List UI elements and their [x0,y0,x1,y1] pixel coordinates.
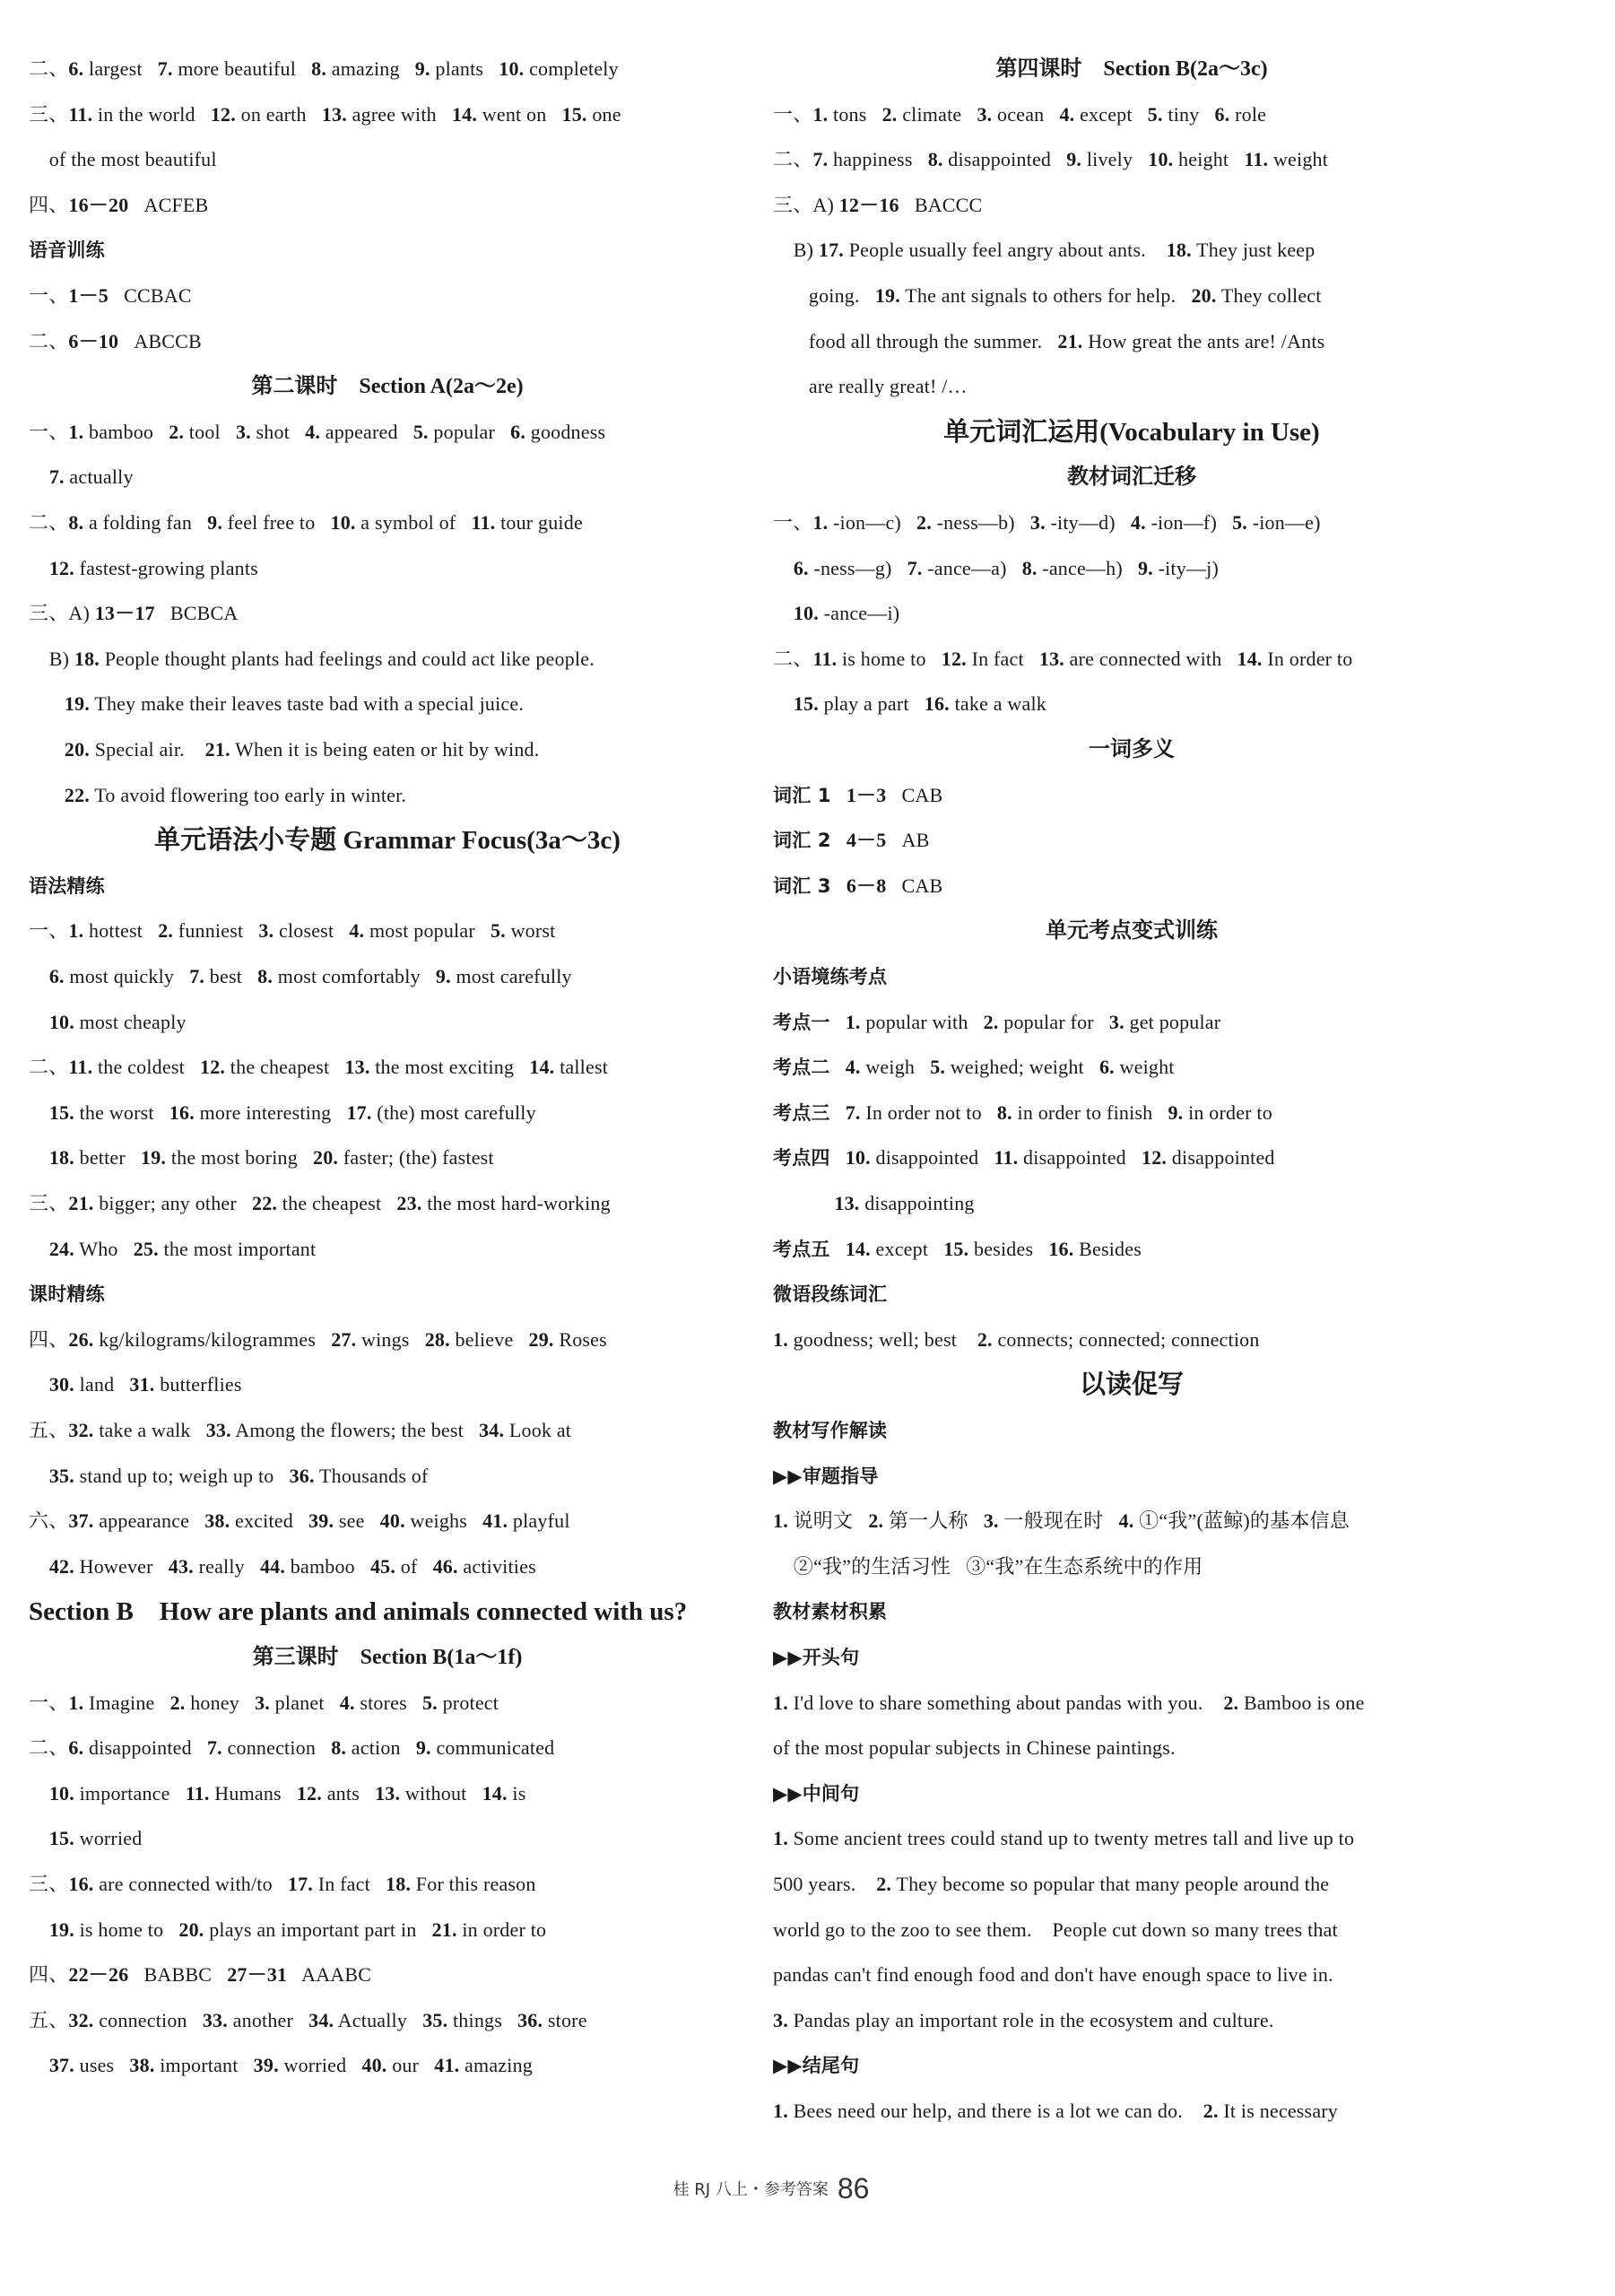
left-line: 四、16－20 ACFEB [29,193,209,216]
footer-label: 桂 RJ 八上・参考答案 [673,2180,829,2199]
right-line: 考点五 14. except 15. besides 16. Besides [773,1237,1142,1260]
right-line: 教材写作解读 [773,1420,888,1441]
right-line: 考点三 7. In order not to 8. in order to finish 9. in order to [773,1100,1272,1124]
right-line: of the most popular subjects in Chinese paintings. [773,1736,1176,1760]
left-line: 四、26. kg/kilograms/kilogrammes 27. wings 28. believe 29. Roses [29,1327,607,1351]
left-line: 二、11. the coldest 12. the cheapest 13. the most exciting 14. tallest [29,1056,609,1079]
left-section-heading: Section B How are plants and animals connected with us? [29,1597,688,1627]
right-line: 一、1. -ion—c) 2. -ness—b) 3. -ity—d) 4. -ion—f) 5. -ion—e) [773,511,1321,534]
left-line: 一、1. Imagine 2. honey 3. planet 4. stores 5. protect [29,1691,499,1714]
left-section-heading: 第二课时 Section A(2a～2e) [251,375,524,399]
right-line: 3. Pandas play an important role in the ecosystem and culture. [773,2008,1274,2031]
right-line: 词汇 2 4－5 AB [773,829,930,852]
left-line: 6. most quickly 7. best 8. most comfortably 9. most carefully [48,965,572,987]
left-line: of the most beautiful [29,148,217,171]
left-line: 语音训练 [29,239,105,262]
left-line: 二、6. disappointed 7. connection 8. action 9. communicated [29,1736,555,1760]
left-line: 五、32. connection 33. another 34. Actually 35. things 36. store [29,2008,587,2031]
right-line: ②“我”的生活习性 ③“我”在生态系统中的作用 [773,1554,1203,1578]
left-line: 15. the worst 16. more interesting 17. (the) most carefully [48,1100,536,1124]
right-line: 三、A) 12－16 BACCC [773,193,983,216]
left-line: 一、1. hottest 2. funniest 3. closest 4. most popular 5. worst [29,919,556,943]
right-line: 词汇 3 6－8 CAB [773,874,943,897]
left-line: 一、1. bamboo 2. tool 3. shot 4. appeared 5. popular 6. goodness [29,420,606,443]
right-line: 考点一 1. popular with 2. popular for 3. get popular [773,1010,1221,1033]
page-number: 86 [837,2172,870,2205]
left-line: 35. stand up to; weigh up to 36. Thousands of [48,1464,429,1487]
right-section-heading: 一词多义 [1089,738,1175,761]
right-line: 小语境练考点 [773,966,888,987]
right-line: 1. goodness; well; best 2. connects; connected; connection [773,1327,1260,1351]
right-line: 考点二 4. weigh 5. weighed; weight 6. weight [773,1056,1175,1079]
left-line: 7. actually [48,465,134,489]
right-line: 13. disappointing [834,1192,975,1214]
left-line: 19. They make their leaves taste bad with a special juice. [64,692,525,716]
left-line: 24. Who 25. the most important [48,1237,317,1260]
right-section-heading: 单元考点变式训练 [1046,919,1218,944]
left-line: 20. Special air. 21. When it is being eaten or hit by wind. [64,738,540,761]
left-line: 15. worried [48,1827,143,1850]
right-line: 500 years. 2. They become so popular that many people around the [773,1873,1330,1895]
right-line: food all through the summer. 21. How great the ants are! /Ants [773,329,1325,352]
left-line: 18. better 19. the most boring 20. faster; (the) fastest [48,1146,494,1170]
left-line: 六、37. appearance 38. excited 39. see 40. weighs 41. playful [29,1509,570,1533]
left-line: 10. importance 11. Humans 12. ants 13. without 14. is [48,1781,526,1805]
right-line: world go to the zoo to see them. People cut down so many trees that [773,1918,1338,1941]
right-line: B) 17. People usually feel angry about ants. 18. They just keep [773,239,1315,262]
right-line: 二、7. happiness 8. disappointed 9. lively 10. height 11. weight [773,148,1329,171]
left-line: 三、16. are connected with/to 17. In fact 18. For this reason [29,1873,536,1895]
left-line: B) 18. People thought plants had feelings and could act like people. [29,647,595,670]
left-line: 三、A) 13－17 BCBCA [29,602,239,625]
right-line: are really great! /… [773,375,968,398]
right-line: 15. play a part 16. take a walk [793,692,1046,716]
left-line: 二、8. a folding fan 9. feel free to 10. a symbol of 11. tour guide [29,511,583,534]
left-line: 二、6. largest 7. more beautiful 8. amazing 9. plants 10. completely [29,57,619,80]
right-line: 1. Bees need our help, and there is a lot we can do. 2. It is necessary [773,2100,1339,2122]
right-line: 6. -ness—g) 7. -ance—a) 8. -ance—h) 9. -ity—j) [793,556,1219,579]
right-line: 词汇 1 1－3 CAB [773,783,943,806]
right-line: pandas can't find enough food and don't have enough space to live in. [773,1963,1333,1987]
right-line: ▶▶开头句 [773,1647,860,1668]
left-line: 三、11. in the world 12. on earth 13. agree with 14. went on 15. one [29,102,621,126]
left-line: 30. land 31. butterflies [48,1373,242,1396]
right-line: 1. Some ancient trees could stand up to twenty metres tall and live up to [773,1827,1355,1850]
left-section-heading: 第三课时 Section B(1a～1f) [252,1646,523,1669]
page-footer [628,2172,915,2205]
left-line: 四、22－26 BABBC 27－31 AAABC [29,1963,372,1987]
left-line: 10. most cheaply [48,1010,187,1033]
right-section-heading: 第四课时 Section B(2a～3c) [995,57,1268,81]
right-line: ▶▶结尾句 [773,2055,860,2077]
left-line: 22. To avoid flowering too early in winter. [64,783,407,806]
right-line: ▶▶审题指导 [773,1465,879,1487]
right-section-heading: 以读促写 [1079,1370,1184,1400]
right-section-heading: 教材词汇迁移 [1067,465,1196,490]
right-line: 一、1. tons 2. climate 3. ocean 4. except 5. tiny 6. role [773,102,1267,126]
left-section-heading: 单元语法小专题 Grammar Focus(3a～3c) [154,826,621,856]
left-line: 课时精练 [29,1283,105,1306]
left-line: 三、21. bigger; any other 22. the cheapest 23. the most hard-working [29,1192,611,1214]
left-line: 一、1－5 CCBAC [29,284,192,307]
right-line: 二、11. is home to 12. In fact 13. are connected with 14. In order to [773,647,1353,670]
right-line: 考点四 10. disappointed 11. disappointed 12. disappointed [773,1146,1275,1170]
right-line: 1. 说明文 2. 第一人称 3. 一般现在时 4. ①“我”(蓝鲸)的基本信息 [773,1509,1350,1533]
left-line: 12. fastest-growing plants [48,556,258,579]
left-line: 语法精练 [29,874,105,897]
right-line: 微语段练词汇 [773,1283,888,1306]
right-line: going. 19. The ant signals to others for help. 20. They collect [773,284,1322,307]
left-line: 五、32. take a walk 33. Among the flowers; the best 34. Look at [29,1419,572,1441]
right-line: ▶▶中间句 [773,1782,860,1805]
left-line: 二、6－10 ABCCB [29,329,202,352]
right-section-heading: 单元词汇运用(Vocabulary in Use) [943,417,1320,447]
left-line: 42. However 43. really 44. bamboo 45. of 46. activities [48,1554,536,1578]
right-line: 1. I'd love to share something about pandas with you. 2. Bamboo is one [773,1691,1365,1714]
left-line: 37. uses 38. important 39. worried 40. our 41. amazing [48,2054,533,2077]
right-line: 教材素材积累 [773,1601,888,1623]
right-line: 10. -ance—i) [793,602,900,625]
left-line: 19. is home to 20. plays an important part in 21. in order to [48,1918,547,1941]
